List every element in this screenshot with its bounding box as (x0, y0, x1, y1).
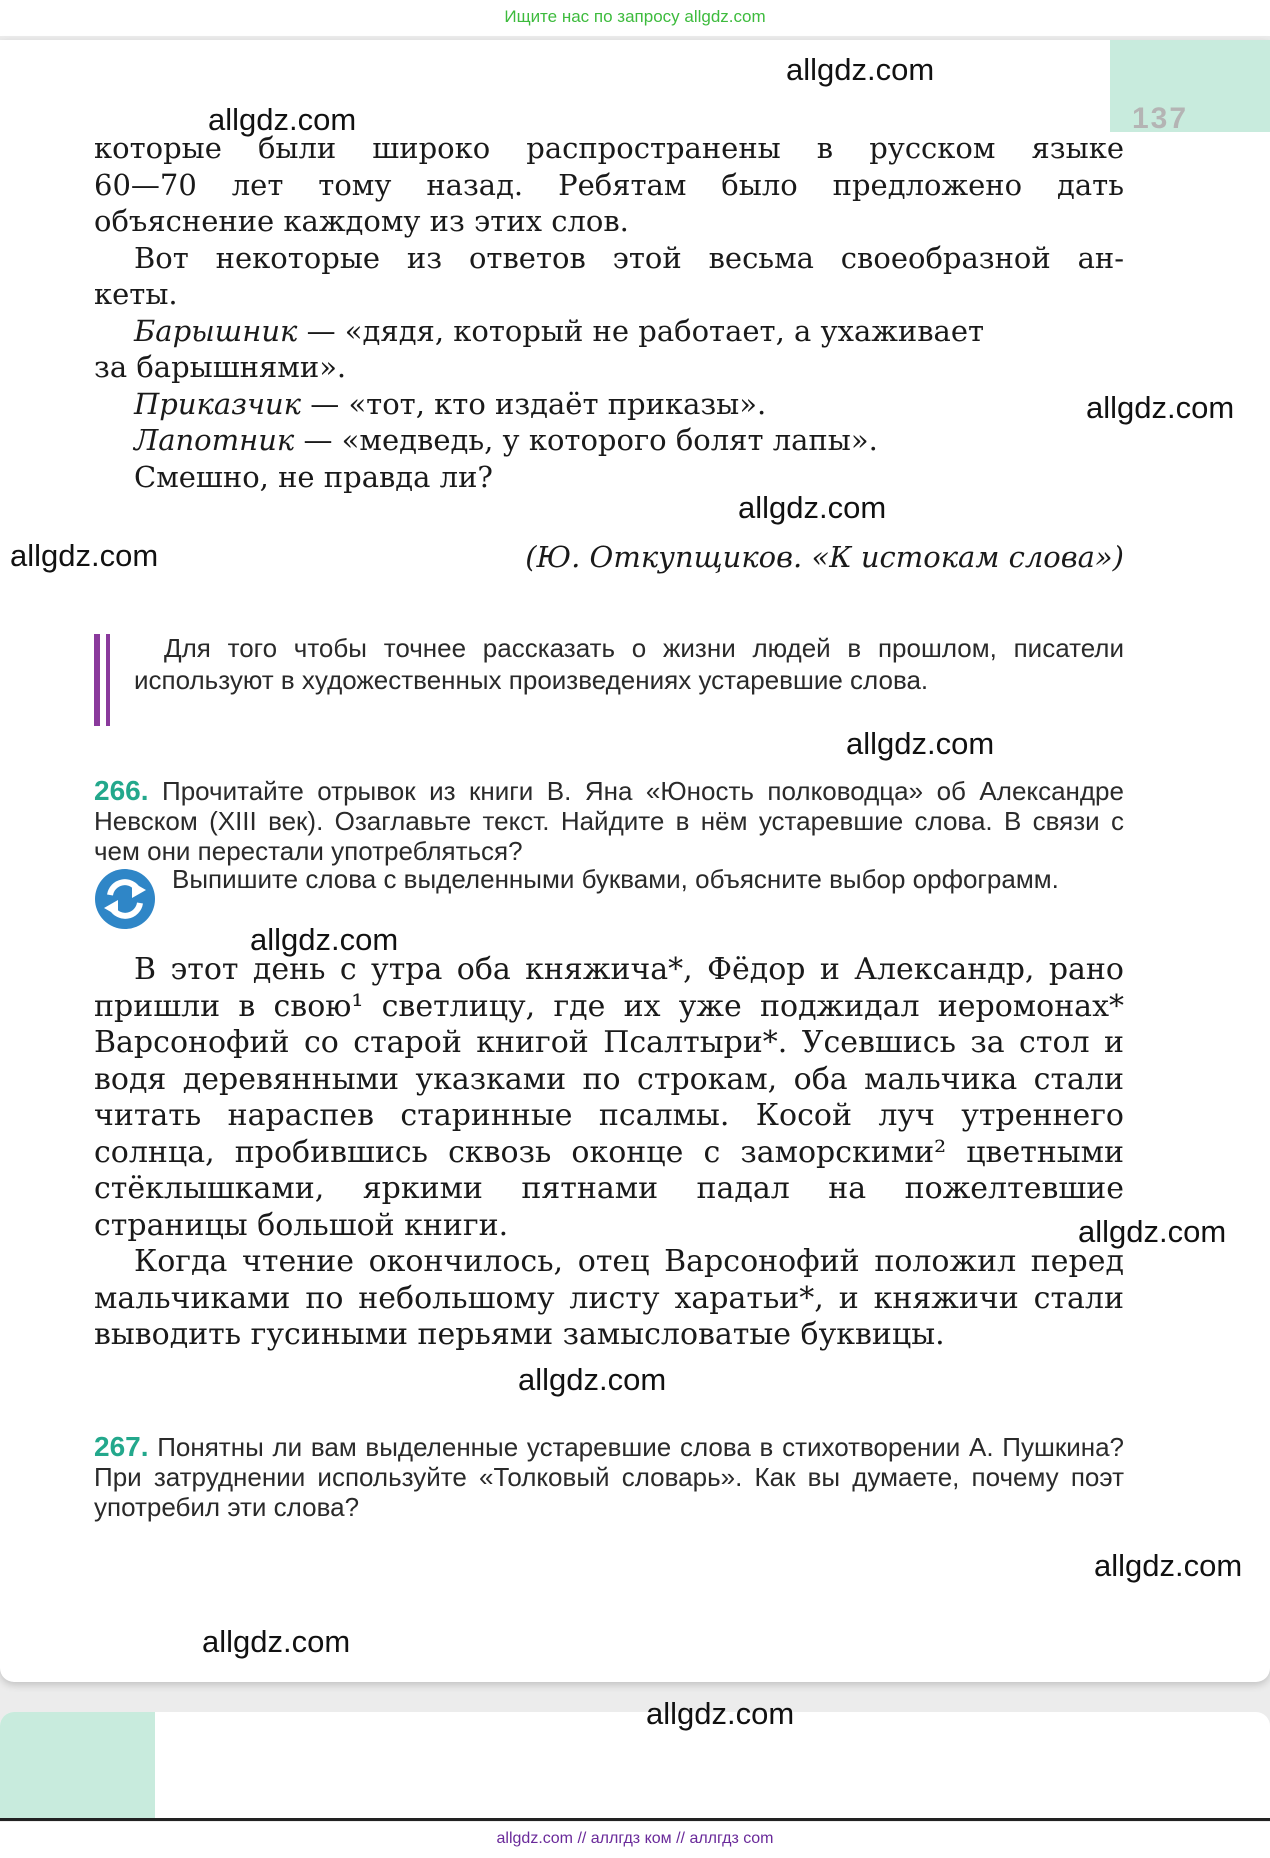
watermark: allgdz.com (202, 1624, 351, 1659)
task-number: 266. (94, 775, 149, 806)
example-definition: «медведь, у которого болят лапы». (341, 423, 878, 457)
rule-bar (106, 634, 110, 726)
example-barysnik (94, 313, 1124, 350)
dash: — (301, 386, 349, 421)
example-word: Барышник (134, 313, 298, 348)
passage (94, 952, 1124, 1354)
rule-box (94, 632, 1124, 727)
rule-bar (94, 634, 100, 726)
watermark: allgdz.com (738, 490, 887, 525)
task-number: 267. (94, 1431, 149, 1462)
example-continuation: за барышнями». (94, 350, 347, 384)
closing-line: Смешно, не правда ли? (134, 459, 493, 494)
page-number: 137 (1131, 102, 1189, 135)
watermark: allgdz.com (786, 52, 935, 87)
watermark: allgdz.com (208, 102, 357, 137)
intro-line: Вот некоторые из ответов этой весьма своеобразной ан- (134, 240, 1124, 275)
watermark: allgdz.com (646, 1696, 795, 1731)
rule-text: Для того чтобы точнее рассказать о жизни людей в прошлом, писатели используют в художественных произведениях устаревшие слова. (134, 633, 1124, 695)
example-lapotnik (94, 422, 1124, 459)
watermark: allgdz.com (1086, 390, 1235, 425)
intro-text (94, 130, 1124, 495)
top-banner[interactable]: Ищите нас по запросу allgdz.com (0, 0, 1270, 36)
watermark: allgdz.com (518, 1362, 667, 1397)
dash: — (294, 423, 342, 457)
example-definition: «дядя, который не работает, а ухаживает (344, 313, 985, 348)
task-text: Понятны ли вам выделенные устаревшие слова в стихотворении А. Пушкина? При затруднении используйте «Толковый словарь». Как вы думаете, почему поэт употребил эти слова? (94, 1432, 1125, 1522)
example-prikazchik (94, 386, 1124, 423)
example-word: Приказчик (134, 386, 301, 421)
next-page-preview (0, 1712, 1270, 1818)
task-text: Прочитайте отрывок из книги В. Яна «Юность полководца» об Александре Невском (XIII век). Озаглавьте текст. Найдите в нём устаревшие слова. В связи с чем они перестали употребляться? (94, 776, 1124, 866)
watermark: allgdz.com (1094, 1548, 1243, 1583)
example-definition: «тот, кто издаёт приказы». (348, 386, 767, 421)
passage-paragraph-2: Когда чтение окончилось, отец Варсонофий положил перед мальчиками по небольшому листу харатьи*, и княжичи стали выводить гусиными перьями замысловатые буквицы. (94, 1244, 1124, 1352)
task-267 (94, 1432, 1124, 1522)
intro-line: которые были широко распространены в русском языке (94, 131, 1124, 165)
divider (0, 1818, 1270, 1821)
task-266-subtask: Выпишите слова с выделенными буквами, объясните выбор орфограмм. (172, 864, 1059, 894)
watermark: allgdz.com (846, 726, 995, 761)
intro-line: кеты. (94, 277, 178, 311)
task-266 (94, 776, 1124, 866)
watermark: allgdz.com (250, 922, 399, 957)
watermark: allgdz.com (10, 538, 159, 573)
passage-paragraph-1: В этот день с утра оба княжича*, Фёдор и Александр, рано пришли в свою¹ светлицу, где их уже поджидал иеромонах* Варсонофий со старой книгой Псалтыри*. Усевшись за стол и водя деревянными указками по строкам, оба мальчика стали читать нараспев старинные псалмы. Косой луч утреннего солнца, пробившись сквозь оконце с заморскими² цветными стёклышками, яркими пятнами падал на пожелтевшие страницы большой книги. (94, 952, 1124, 1243)
intro-line: 60—70 лет тому назад. Ребятам было предложено дать (94, 167, 1124, 202)
next-page-tab (0, 1712, 155, 1818)
repeat-icon (94, 868, 156, 930)
citation: (Ю. Откупщиков. «К истокам слова») (525, 540, 1124, 574)
intro-line: объяснение каждому из этих слов. (94, 204, 629, 238)
watermark: allgdz.com (1078, 1214, 1227, 1249)
dash: — (297, 313, 345, 348)
footer-links[interactable]: allgdz.com // аллгдз ком // аллгдз com (0, 1822, 1270, 1858)
example-word: Лапотник (134, 423, 295, 457)
